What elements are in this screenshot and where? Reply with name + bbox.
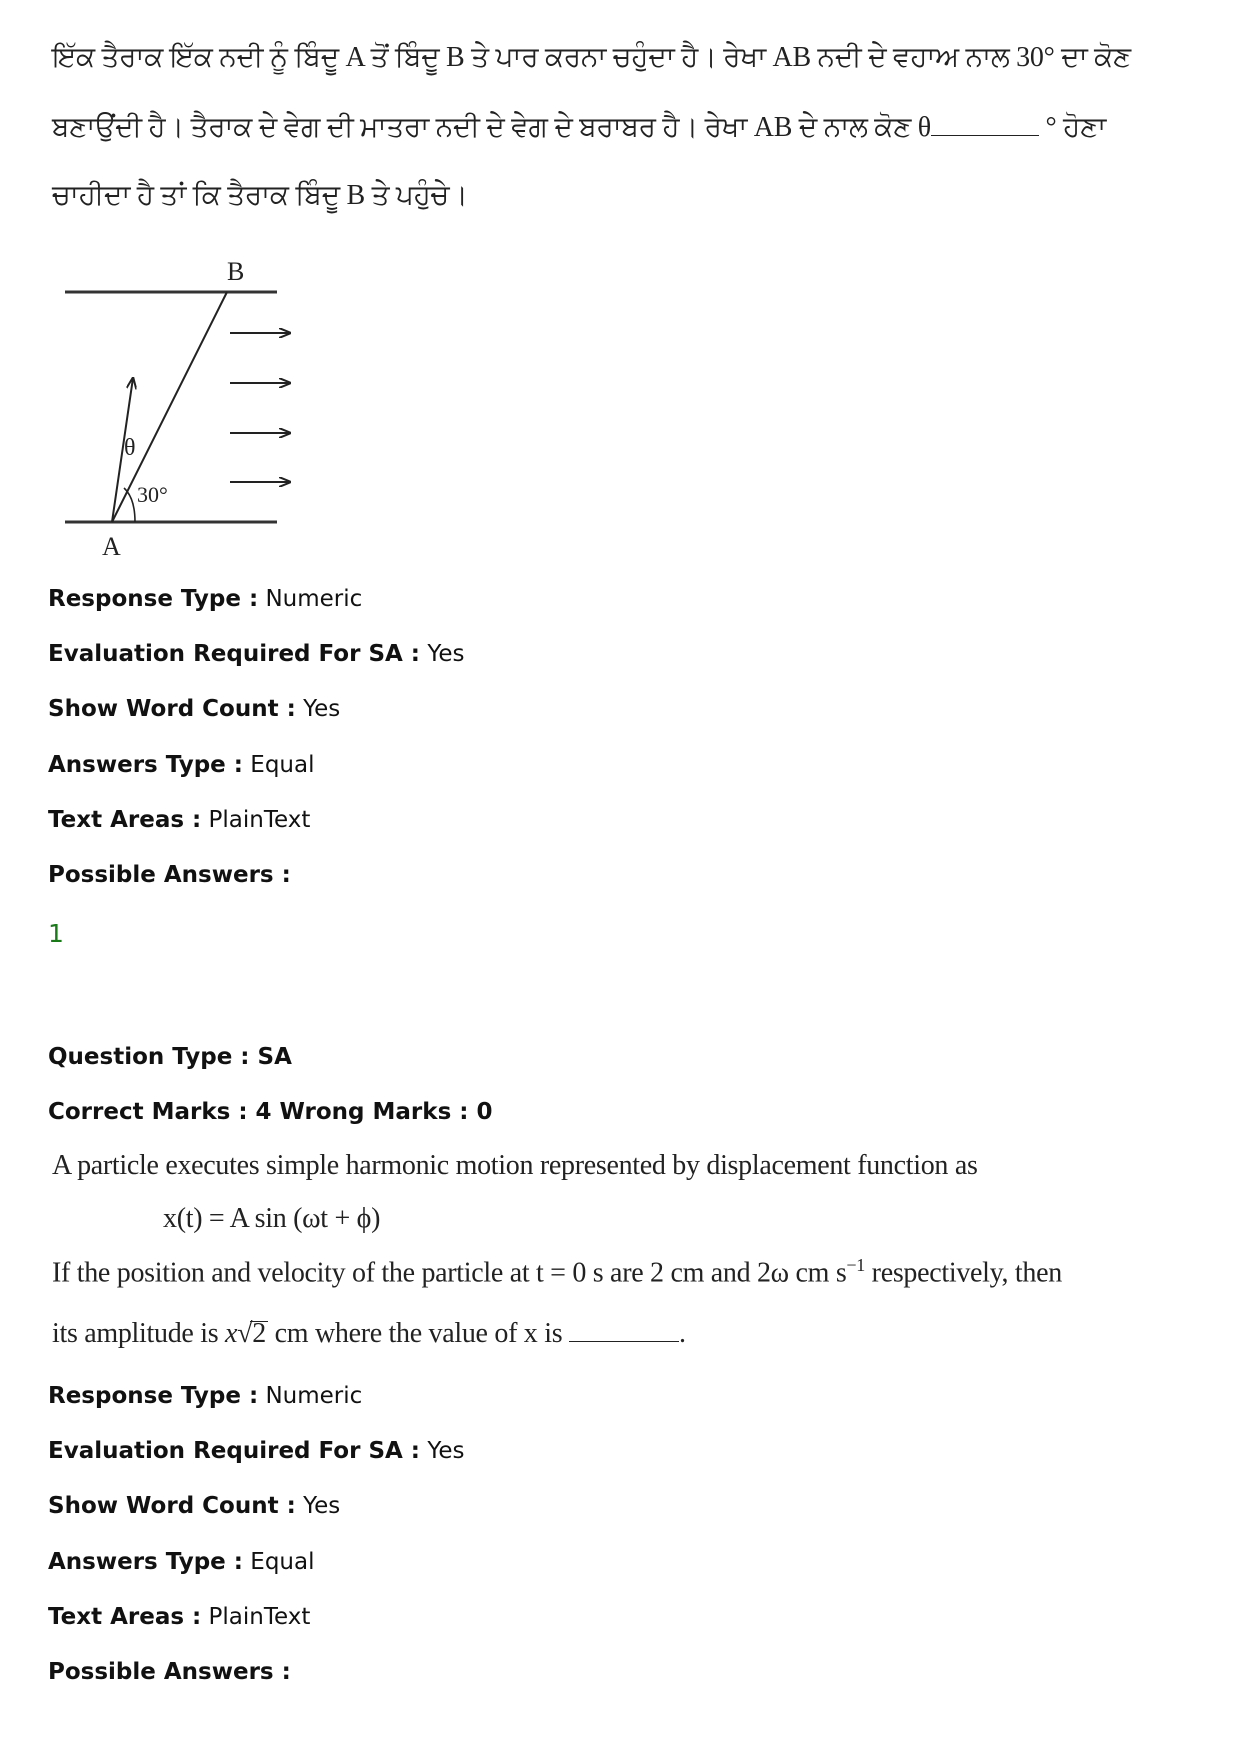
question1-line2-text: ਬਣਾਉਂਦੀ ਹੈ। ਤੈਰਾਕ ਦੇ ਵੇਗ ਦੀ ਮਾਤਰਾ ਨਦੀ ਦੇ ਵੇਗ ਦੇ ਬਰਾਬਰ ਹੈ। ਰੇਖਾ AB ਦੇ ਨਾਲ ਕੋਣ θ (52, 112, 931, 143)
show-word-count: Show Word Count : Yes (48, 696, 341, 722)
possible-answers-label: Possible Answers : (48, 1659, 291, 1685)
label-theta: θ (124, 435, 136, 461)
evaluation-required: Evaluation Required For SA : Yes (48, 1438, 465, 1464)
question1-line2-end: ° ਹੋਣਾ (1045, 112, 1106, 143)
question1-line2 (52, 112, 1106, 144)
question1-line1: ਇੱਕ ਤੈਰਾਕ ਇੱਕ ਨਦੀ ਨੂੰ ਬਿੰਦੂ A ਤੋਂ ਬਿੰਦੂ B ਤੇ ਪਾਰ ਕਰਨਾ ਚਹੁੰਦਾ ਹੈ। ਰੇਖਾ AB ਨਦੀ ਦੇ ਵਹਾਅ ਨਾਲ 30° ਦਾ ਕੋਣ (52, 42, 1131, 73)
text-areas: Text Areas : PlainText (48, 807, 311, 833)
answer-blank (569, 1319, 679, 1342)
evaluation-required: Evaluation Required For SA : Yes (48, 641, 465, 667)
river-diagram (55, 250, 315, 570)
question1-line3: ਚਾਹੀਦਾ ਹੈ ਤਾਂ ਕਿ ਤੈਰਾਕ ਬਿੰਦੂ B ਤੇ ਪਹੁੰਚੇ। (52, 180, 468, 211)
answer-blank (931, 113, 1039, 136)
question-type: Question Type : SA (48, 1044, 292, 1070)
answers-type: Answers Type : Equal (48, 752, 315, 778)
label-a: A (102, 532, 121, 561)
show-word-count: Show Word Count : Yes (48, 1493, 341, 1519)
label-b: B (227, 257, 245, 286)
question2-line4: its amplitude is x√2 cm where the value of x is . (52, 1318, 686, 1349)
response-type: Response Type : Numeric (48, 586, 363, 612)
response-type: Response Type : Numeric (48, 1383, 363, 1409)
possible-answer-value: 1 (48, 919, 64, 948)
marks: Correct Marks : 4 Wrong Marks : 0 (48, 1099, 493, 1125)
label-angle: 30° (137, 482, 168, 507)
question2-line3: If the position and velocity of the particle at t = 0 s are 2 cm and 2ω cm $s^{-1}$ respectively, then (52, 1255, 1062, 1289)
question2-line1: A particle executes simple harmonic motion represented by displacement function as (52, 1150, 978, 1181)
question2-formula: x(t) = A sin (ωt + ϕ) (163, 1203, 381, 1234)
answers-type: Answers Type : Equal (48, 1549, 315, 1575)
text-areas: Text Areas : PlainText (48, 1604, 311, 1630)
possible-answers-label: Possible Answers : (48, 862, 291, 888)
